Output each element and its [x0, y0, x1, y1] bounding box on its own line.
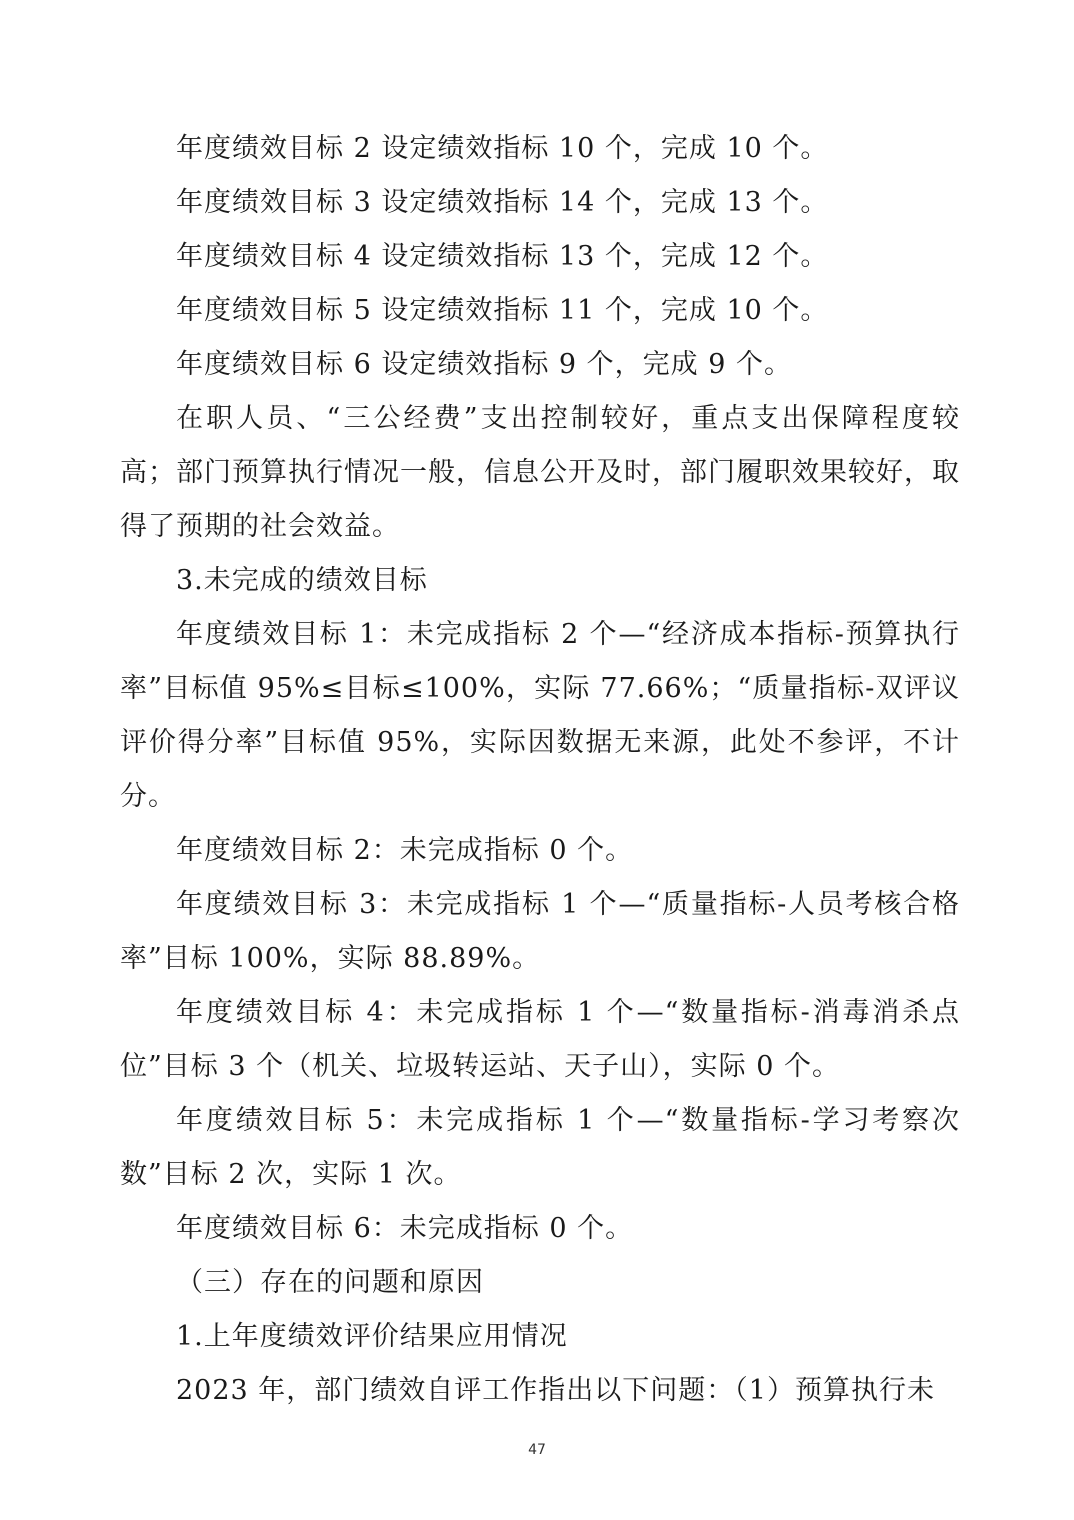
paragraph-goal-3: 年度绩效目标 3 设定绩效指标 14 个，完成 13 个。 — [176, 187, 829, 218]
paragraph-goal-6: 年度绩效目标 6 设定绩效指标 9 个，完成 9 个。 — [176, 349, 793, 380]
section-heading-problems: （三）存在的问题和原因 — [176, 1267, 484, 1298]
document-body — [120, 122, 960, 1418]
paragraph-goal-4: 年度绩效目标 4 设定绩效指标 13 个，完成 12 个。 — [176, 241, 829, 272]
paragraph-unfinished-goal-1: 年度绩效目标 1：未完成指标 2 个—“经济成本指标-预算执行率”目标值 95%≤目标≤100%，实际 77.66%；“质量指标-双评议评价得分率”目标值 95%，实际因数据无来源，此处不参评，不计分。 — [120, 619, 960, 812]
paragraph-unfinished-goal-6: 年度绩效目标 6：未完成指标 0 个。 — [176, 1213, 634, 1244]
subsection-heading-results-application: 1.上年度绩效评价结果应用情况 — [176, 1321, 568, 1352]
paragraph-unfinished-goal-5: 年度绩效目标 5：未完成指标 1 个—“数量指标-学习考察次数”目标 2 次，实际 1 次。 — [120, 1105, 960, 1190]
paragraph-unfinished-goal-3: 年度绩效目标 3：未完成指标 1 个—“质量指标-人员考核合格率”目标 100%，实际 88.89%。 — [120, 889, 960, 974]
section-heading-unfinished-goals: 3.未完成的绩效目标 — [176, 565, 428, 596]
paragraph-goal-2: 年度绩效目标 2 设定绩效指标 10 个，完成 10 个。 — [176, 133, 829, 164]
paragraph-goal-5: 年度绩效目标 5 设定绩效指标 11 个，完成 10 个。 — [176, 295, 829, 326]
paragraph-2023-issues: 2023 年，部门绩效自评工作指出以下问题：（1）预算执行未 — [176, 1375, 935, 1406]
paragraph-unfinished-goal-2: 年度绩效目标 2：未完成指标 0 个。 — [176, 835, 634, 866]
paragraph-summary: 在职人员、“三公经费”支出控制较好，重点支出保障程度较高；部门预算执行情况一般，信息公开及时，部门履职效果较好，取得了预期的社会效益。 — [120, 403, 960, 542]
page-number: 47 — [528, 1442, 546, 1458]
paragraph-unfinished-goal-4: 年度绩效目标 4：未完成指标 1 个—“数量指标-消毒消杀点位”目标 3 个（机关、垃圾转运站、天子山），实际 0 个。 — [120, 997, 960, 1082]
